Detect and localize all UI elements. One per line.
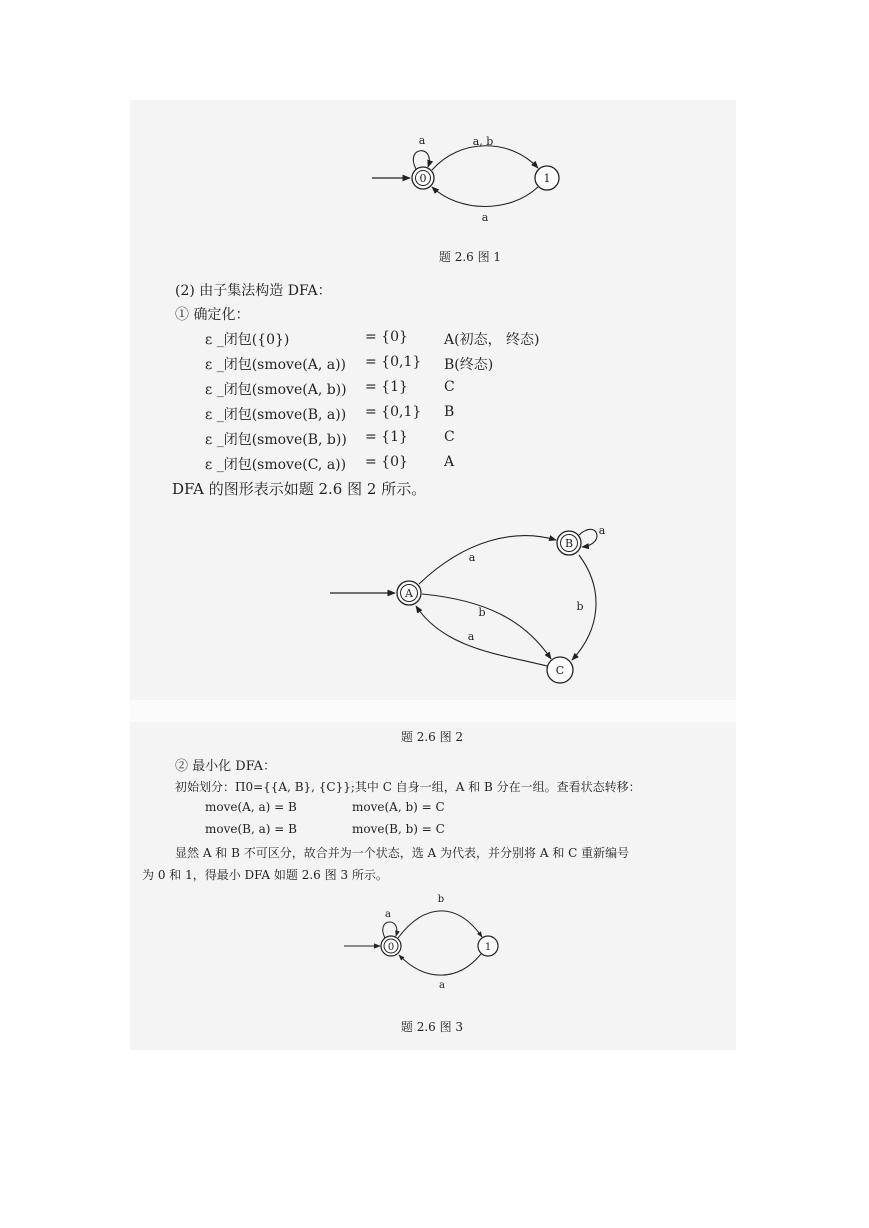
row-4-expr: ε _闭包(smove(B, a)) <box>205 407 347 423</box>
row-1-expr: ε _闭包({0}) <box>205 332 290 348</box>
figure-2-diagram <box>325 510 625 715</box>
figure-3-caption: 题 2.6 图 3 <box>400 1020 464 1034</box>
fig3-state-1-label: 1 <box>484 942 492 953</box>
fig2-state-C-label: C <box>555 664 565 677</box>
fig1-state-1 <box>535 166 559 190</box>
fig3-state-0-label: 0 <box>387 942 395 953</box>
move-A-a: move(A, a) = B <box>205 800 297 814</box>
fig2-edge-A-to-C <box>422 594 551 659</box>
fig1-edge-0-to-1 <box>432 146 538 170</box>
row-5-expr: ε _闭包(smove(B, b)) <box>205 432 347 448</box>
move-A-b: move(A, b) = C <box>352 800 445 814</box>
row-3-expr: ε _闭包(smove(A, b)) <box>205 382 347 398</box>
row-5-eq: = {1} <box>365 429 408 445</box>
move-B-b: move(B, b) = C <box>352 822 445 836</box>
row-6-eq: = {0} <box>365 454 408 470</box>
move-B-a: move(B, a) = B <box>205 822 297 836</box>
fig2-state-A <box>397 581 421 605</box>
fig2-edge-C-to-A-label: a <box>467 630 475 643</box>
fig1-self-loop-label: a <box>418 134 426 147</box>
conclusion-line-2: 为 0 和 1，得最小 DFA 如题 2.6 图 3 所示。 <box>142 868 388 882</box>
fig2-edge-A-to-B-label: a <box>468 551 476 564</box>
row-1-eq: = {0} <box>365 329 408 345</box>
fig2-state-A-label: A <box>405 587 413 600</box>
dfa-note: DFA 的图形表示如题 2.6 图 2 所示。 <box>172 480 427 498</box>
fig1-state-0 <box>412 167 434 189</box>
row-6-state: A <box>444 454 455 470</box>
fig2-state-B-label: B <box>564 537 574 550</box>
row-2-expr: ε _闭包(smove(A, a)) <box>205 357 346 373</box>
row-4-eq: = {0,1} <box>365 404 422 420</box>
figure-3-diagram <box>340 890 520 990</box>
figure-2-caption: 题 2.6 图 2 <box>400 730 464 744</box>
fig2-edge-A-to-B <box>419 536 556 584</box>
fig2-edge-B-to-C-label: b <box>576 600 584 613</box>
fig3-state-0 <box>381 936 401 956</box>
row-4-state: B <box>444 404 455 420</box>
fig3-edge-1-to-0-label: a <box>439 980 445 991</box>
conclusion-line-1: 显然 A 和 B 不可区分，故合并为一个状态，选 A 为代表，并分别将 A 和 C 重新编号 <box>175 846 630 860</box>
fig1-edge-0-to-1-label: a, b <box>472 135 494 148</box>
fig2-self-loop-B-label: a <box>598 524 606 537</box>
fig2-state-C <box>547 657 573 683</box>
fig3-self-loop-label: a <box>385 909 391 920</box>
step-2-heading: ② 最小化 DFA： <box>175 759 276 774</box>
section-2-heading: (2) 由子集法构造 DFA： <box>175 283 332 299</box>
fig1-edge-1-to-0-label: a <box>481 211 489 224</box>
fig3-state-1 <box>478 936 498 956</box>
fig2-self-loop-B <box>579 529 597 547</box>
fig3-edge-0-to-1-label: b <box>437 894 445 905</box>
fig1-state-0-label: 0 <box>419 172 427 185</box>
fig1-self-loop <box>413 151 429 169</box>
row-3-state: C <box>444 379 455 395</box>
step-1-heading: ① 确定化： <box>175 307 250 323</box>
fig1-state-1-label: 1 <box>543 172 551 185</box>
fig3-edge-0-to-1 <box>398 911 482 938</box>
row-2-eq: = {0,1} <box>365 354 422 370</box>
fig2-state-B <box>557 531 581 555</box>
fig2-edge-A-to-C-label: b <box>478 606 486 619</box>
row-1-state: A(初态， 终态) <box>444 332 540 348</box>
row-3-eq: = {1} <box>365 379 408 395</box>
figure-1-caption: 题 2.6 图 1 <box>438 250 502 264</box>
fig1-edge-1-to-0 <box>432 187 538 207</box>
initial-partition: 初始划分：Π0={{A, B}, {C}};其中 C 自身一组，A 和 B 分在一组。查看状态转移： <box>175 780 641 794</box>
row-5-state: C <box>444 429 455 445</box>
row-6-expr: ε _闭包(smove(C, a)) <box>205 457 347 473</box>
row-2-state: B(终态) <box>444 357 494 373</box>
figure-1-diagram <box>360 128 580 228</box>
fig3-edge-1-to-0 <box>399 954 481 975</box>
